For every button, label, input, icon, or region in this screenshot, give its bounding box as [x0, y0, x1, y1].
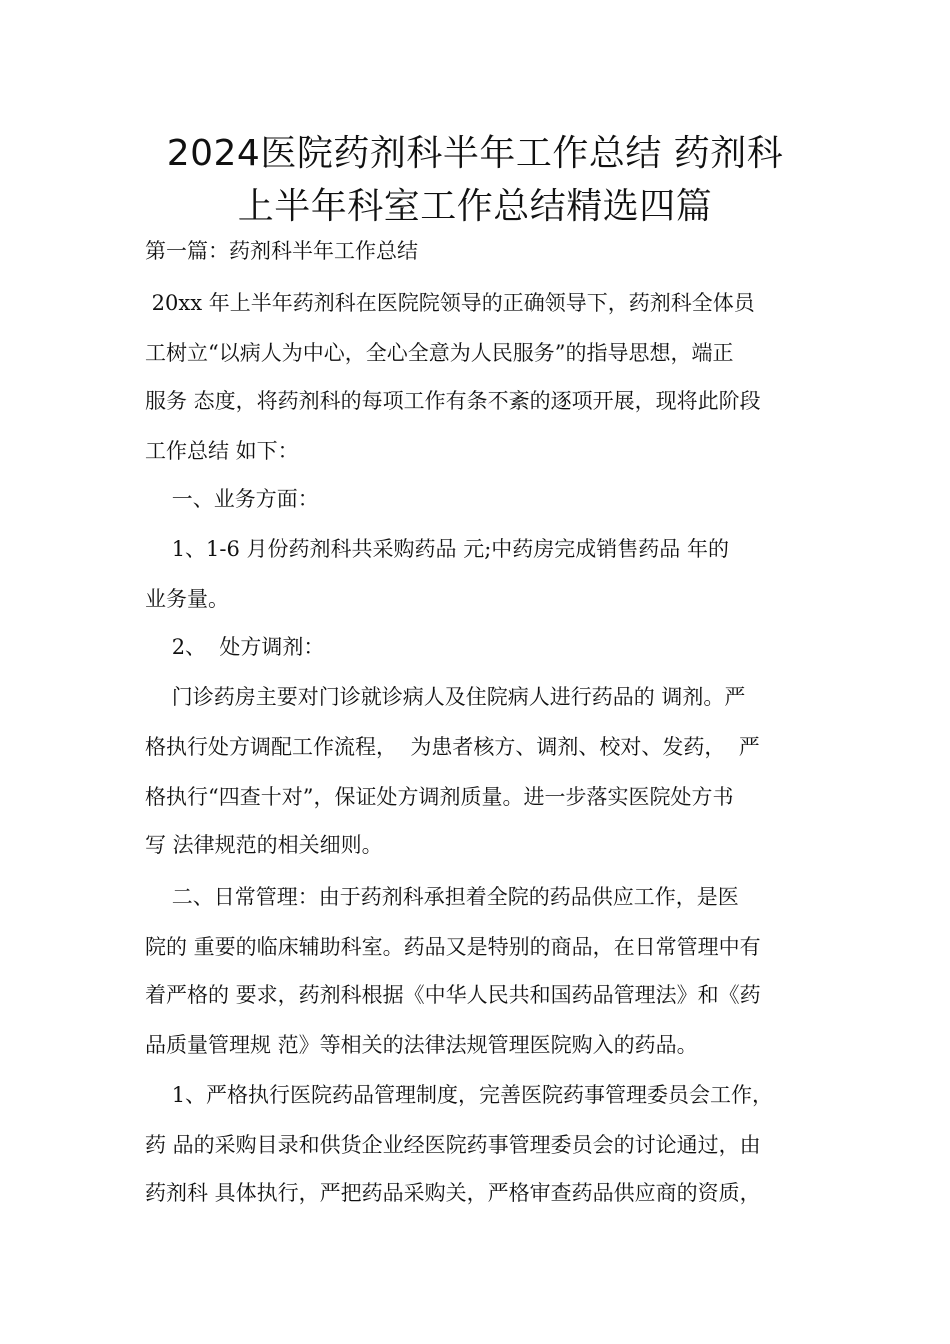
document-title-line-1: 2024医院药剂科半年工作总结 药剂科: [166, 133, 784, 174]
body-line: 工树立“以病人为中心，全心全意为人民服务”的指导思想，端正: [145, 341, 734, 365]
body-line: 门诊药房主要对门诊就诊病人及住院病人进行药品的 调剂。严: [145, 685, 746, 709]
body-line: 1、严格执行医院药品管理制度，完善医院药事管理委员会工作，: [145, 1083, 774, 1107]
body-line: 格执行处方调配工作流程， 为患者核方、调剂、校对、发药， 严: [145, 735, 760, 759]
body-line: 药剂科 具体执行，严把药品采购关，严格审查药品供应商的资质，: [145, 1181, 761, 1205]
body-line: 院的 重要的临床辅助科室。药品又是特别的商品，在日常管理中有: [145, 935, 761, 959]
body-line: 格执行“四查十对”，保证处方调剂质量。进一步落实医院处方书: [145, 785, 734, 809]
subheading: 一、业务方面：: [145, 487, 319, 511]
body-line: 品质量管理规 范》等相关的法律法规管理医院购入的药品。: [145, 1033, 698, 1057]
body-line: 二、日常管理：由于药剂科承担着全院的药品供应工作，是医: [145, 885, 739, 909]
body-line: 业务量。: [145, 587, 229, 611]
body-line: 1、1-6 月份药剂科共采购药品 元;中药房完成销售药品 年的: [145, 537, 729, 561]
body-line: 服务 态度，将药剂科的每项工作有条不紊的逐项开展，现将此阶段: [145, 389, 761, 413]
body-line: 工作总结 如下：: [145, 439, 299, 463]
subheading: 2、 处方调剂：: [145, 635, 325, 659]
body-line: 着严格的 要求，药剂科根据《中华人民共和国药品管理法》和《药: [145, 983, 761, 1007]
body-line: 药 品的采购目录和供货企业经医院药事管理委员会的讨论通过，由: [145, 1133, 761, 1157]
section-heading: 第一篇：药剂科半年工作总结: [145, 239, 418, 263]
body-line: 写 法律规范的相关细则。: [145, 833, 383, 857]
body-line: 20xx 年上半年药剂科在医院院领导的正确领导下，药剂科全体员: [145, 291, 755, 315]
document-title-line-2: 上半年科室工作总结精选四篇: [237, 186, 713, 227]
